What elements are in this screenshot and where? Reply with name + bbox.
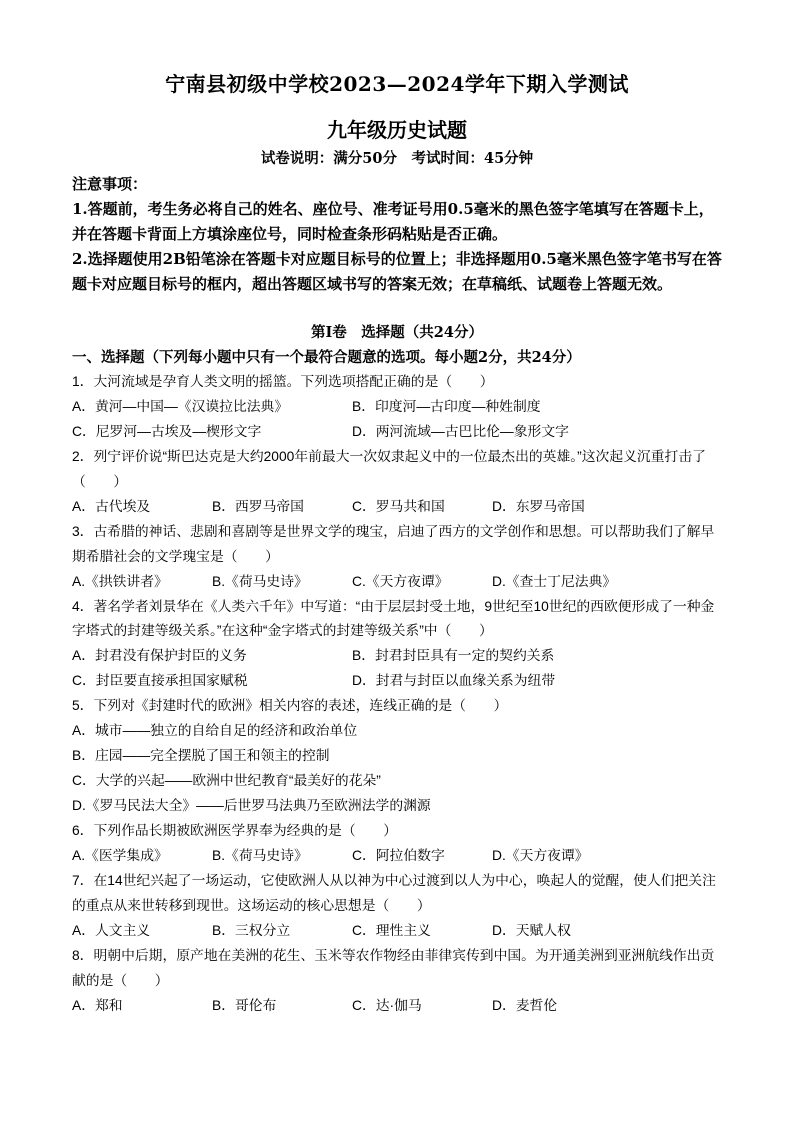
part-title: 一、选择题（下列每小题中只有一个最符合题意的选项。每小题2分，共24分） <box>72 349 581 366</box>
notes-block <box>72 172 726 297</box>
option-row <box>72 919 726 944</box>
option-c: C．理性主义 <box>352 922 431 938</box>
question-stem: 2．列宁评价说“斯巴达克是大约2000年前最大一次奴隶起义中的一位最杰出的英雄。”这次起义沉重打击了（ ） <box>72 448 706 489</box>
option-b: B．西罗马帝国 <box>212 498 304 514</box>
question <box>72 944 726 1019</box>
option-a: A.《拱铁讲者》 <box>72 573 168 589</box>
question-stem: 8．明朝中后期，原产地在美洲的花生、玉米等农作物经由菲律宾传到中国。为开通美洲到亚洲航线作出贡献的是（ ） <box>72 947 715 988</box>
option-row <box>72 644 726 669</box>
option-b: B．三权分立 <box>212 922 291 938</box>
question-stem: 3．古希腊的神话、悲剧和喜剧等是世界文学的瑰宝，启迪了西方的文学创作和思想。可以帮助我们了解早期希腊社会的文学瑰宝是（ ） <box>72 523 715 564</box>
exam-title: 宁南县初级中学校2023—2024学年下期入学测试 <box>165 72 629 96</box>
option-row <box>72 570 726 595</box>
option-d: D.《查士丁尼法典》 <box>492 573 617 589</box>
question-stem: 7．在14世纪兴起了一场运动，它使欧洲人从以神为中心过渡到以人为中心，唤起人的觉醒，使人们把关注的重点从来世转移到现世。这场运动的核心思想是（ ） <box>72 872 716 913</box>
question <box>72 595 726 695</box>
option-a: A.《医学集成》 <box>72 847 168 863</box>
question-stem: 5．下列对《封建时代的欧洲》相关内容的表述，连线正确的是（ ） <box>72 698 508 714</box>
option-a: A．郑和 <box>72 997 123 1013</box>
notes-heading: 注意事项： <box>72 175 148 193</box>
option-b: B．封君封臣具有一定的契约关系 <box>352 648 555 664</box>
option-row <box>72 669 726 694</box>
option-d: D.《罗马民法大全》——后世罗马法典乃至欧洲法学的渊源 <box>72 798 431 814</box>
note-item: 1.答题前，考生务必将自己的姓名、座位号、准考证号用0.5毫米的黑色签字笔填写在答题卡上，并在答题卡背面上方填涂座位号，同时检查条形码粘贴是否正确。 <box>72 200 714 243</box>
question <box>72 370 726 445</box>
option-c: C．尼罗河—古埃及—楔形文字 <box>72 423 262 439</box>
option-b: B．哥伦布 <box>212 997 277 1013</box>
option-a: A．古代埃及 <box>72 498 151 514</box>
option-a: A．城市——独立的自给自足的经济和政治单位 <box>72 723 358 739</box>
option-c: C．大学的兴起——欧洲中世纪教育“最美好的花朵” <box>72 773 381 789</box>
option-d: D．麦哲伦 <box>492 997 558 1013</box>
option-d: D．天赋人权 <box>492 922 571 938</box>
question <box>72 869 726 944</box>
question-list <box>72 370 726 1019</box>
option-c: C．达·伽马 <box>352 997 422 1013</box>
option-b: B．印度河—古印度—种姓制度 <box>352 398 541 414</box>
option-row <box>72 495 726 520</box>
note-item: 2.选择题使用2B铅笔涂在答题卡对应题目标号的位置上；非选择题用0.5毫米黑色签字笔书写在答题卡对应题目标号的框内，超出答题区域书写的答案无效；在草稿纸、试题卷上答题无效。 <box>72 250 722 293</box>
question-stem: 4．著名学者刘景华在《人类六千年》中写道：“由于层层封受土地，9世纪至10世纪的西欧便形成了一种金字塔式的封建等级关系。”在这种“金字塔式的封建等级关系”中（ ） <box>72 598 715 639</box>
option-a: A．黄河—中国—《汉谟拉比法典》 <box>72 398 289 414</box>
question <box>72 819 726 869</box>
question <box>72 445 726 520</box>
option-a: A．人文主义 <box>72 922 151 938</box>
exam-subtitle: 九年级历史试题 <box>327 118 467 142</box>
option-c: C．阿拉伯数字 <box>352 847 445 863</box>
option-d: D.《天方夜谭》 <box>492 847 589 863</box>
option-row <box>72 395 726 420</box>
option-row <box>72 844 726 869</box>
option-row <box>72 420 726 445</box>
option-row <box>72 994 726 1019</box>
question <box>72 520 726 595</box>
question-stem: 1．大河流域是孕育人类文明的摇篮。下列选项搭配正确的是（ ） <box>72 374 494 389</box>
section-title: 第Ⅰ卷 选择题（共24分） <box>311 324 483 341</box>
option-d: D．封君与封臣以血缘关系为纽带 <box>352 673 556 689</box>
option-c: C．封臣要直接承担国家赋税 <box>72 673 248 689</box>
option-d: D．两河流域—古巴比伦—象形文字 <box>352 423 569 439</box>
option-b: B．庄园——完全摆脱了国王和领主的控制 <box>72 748 330 764</box>
option-a: A．封君没有保护封臣的义务 <box>72 648 247 664</box>
option-c: C．罗马共和国 <box>352 498 445 514</box>
exam-info: 试卷说明：满分50分 考试时间：45分钟 <box>260 150 534 167</box>
option-d: D．东罗马帝国 <box>492 498 585 514</box>
question <box>72 694 726 819</box>
option-b: B.《荷马史诗》 <box>212 847 308 863</box>
option-c: C.《天方夜谭》 <box>352 573 449 589</box>
option-b: B.《荷马史诗》 <box>212 573 308 589</box>
question-stem: 6．下列作品长期被欧洲医学界奉为经典的是（ ） <box>72 822 397 838</box>
